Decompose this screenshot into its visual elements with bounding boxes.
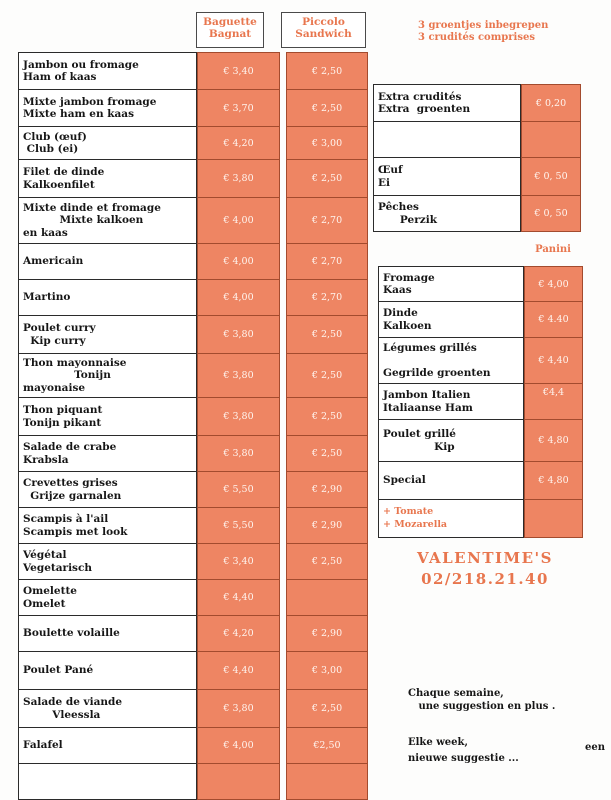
baguette-price: € 3,80 [197, 354, 280, 398]
extra-price: € 0, 50 [521, 158, 581, 196]
valentine-phone: 02/218.21.40 [421, 570, 549, 588]
baguette-price: € 5,50 [197, 472, 280, 508]
panini-name: Poulet grillé Kip [378, 420, 524, 462]
item-name: Americain [18, 244, 197, 280]
piccolo-price: € 2,90 [286, 472, 368, 508]
piccolo-price: € 2,70 [286, 198, 368, 244]
item-name: Poulet curry Kip curry [18, 316, 197, 354]
item-name [18, 764, 197, 800]
baguette-price: € 4,20 [197, 127, 280, 160]
extra-price: € 0,20 [521, 84, 581, 122]
baguette-price: € 3,80 [197, 398, 280, 436]
header-baguette: Baguette Bagnat [196, 12, 264, 48]
piccolo-price [286, 764, 368, 800]
baguette-price: € 4,20 [197, 616, 280, 652]
baguette-price: € 4,00 [197, 280, 280, 316]
included-note-nl: 3 groentjes inbegrepen [418, 20, 549, 31]
extra-name [373, 122, 521, 158]
baguette-price: € 3,80 [197, 690, 280, 728]
suggestion-nl: Elke week, [408, 737, 468, 748]
item-name: Poulet Pané [18, 652, 197, 690]
piccolo-price: € 2,50 [286, 52, 368, 90]
piccolo-price: € 2,50 [286, 316, 368, 354]
item-name: Martino [18, 280, 197, 316]
piccolo-price: € 2,50 [286, 690, 368, 728]
extra-price: € 0, 50 [521, 196, 581, 232]
piccolo-price: € 3,00 [286, 127, 368, 160]
baguette-price: € 3,40 [197, 544, 280, 580]
item-name: Omelette Omelet [18, 580, 197, 616]
piccolo-price: € 2,50 [286, 544, 368, 580]
piccolo-price: € 2,70 [286, 244, 368, 280]
item-name: Boulette volaille [18, 616, 197, 652]
panini-price: €4,4 [524, 384, 583, 420]
item-name: Végétal Vegetarisch [18, 544, 197, 580]
panini-header: Panini [535, 244, 571, 255]
baguette-price: € 4,00 [197, 728, 280, 764]
panini-name: Légumes grillés Gegrilde groenten [378, 338, 524, 384]
piccolo-price: € 2,50 [286, 398, 368, 436]
panini-price: € 4,80 [524, 420, 583, 462]
baguette-price: € 3,80 [197, 160, 280, 198]
item-name: Crevettes grises Grijze garnalen [18, 472, 197, 508]
piccolo-price: € 2,90 [286, 508, 368, 544]
included-note-fr: 3 crudités comprises [418, 32, 535, 43]
baguette-price: € 3,40 [197, 52, 280, 90]
suggestion-fr: Chaque semaine, une suggestion en plus . [408, 688, 556, 712]
panini-name: Dinde Kalkoen [378, 302, 524, 338]
piccolo-price: € 2,70 [286, 280, 368, 316]
piccolo-price: € 2,90 [286, 616, 368, 652]
baguette-price: € 4,40 [197, 580, 280, 616]
baguette-price: € 4,00 [197, 244, 280, 280]
item-name: Salade de viande Vleessla [18, 690, 197, 728]
panini-price: € 4,40 [524, 338, 583, 384]
item-name: Scampis à l'ail Scampis met look [18, 508, 197, 544]
item-name: Jambon ou fromage Ham of kaas [18, 52, 197, 90]
panini-name: Jambon Italien Italiaanse Ham [378, 384, 524, 420]
panini-price: € 4,80 [524, 462, 583, 500]
extra-name: Œuf Ei [373, 158, 521, 196]
baguette-price: € 3,80 [197, 436, 280, 472]
extra-name: Extra crudités Extra groenten [373, 84, 521, 122]
header-piccolo: Piccolo Sandwich [281, 12, 366, 48]
item-name: Club (œuf) Club (ei) [18, 127, 197, 160]
baguette-price: € 4,40 [197, 652, 280, 690]
piccolo-price: € 2,50 [286, 90, 368, 127]
extra-price [521, 122, 581, 158]
panini-price: € 4,00 [524, 266, 583, 302]
item-name: Salade de crabe Krabsla [18, 436, 197, 472]
piccolo-price: € 2,50 [286, 160, 368, 198]
baguette-price: € 3,70 [197, 90, 280, 127]
suggestion-nl-end: een [585, 742, 605, 753]
baguette-price [197, 764, 280, 800]
panini-name: Fromage Kaas [378, 266, 524, 302]
piccolo-price: € 2,50 [286, 436, 368, 472]
item-name: Mixte jambon fromage Mixte ham en kaas [18, 90, 197, 127]
item-name: Mixte dinde et fromage Mixte kalkoen en kaas [18, 198, 197, 244]
suggestion-nl-2: nieuwe suggestie ... [408, 753, 519, 764]
panini-price [524, 500, 583, 538]
item-name: Thon piquant Tonijn pikant [18, 398, 197, 436]
panini-extras: + Tomate + Mozarella [378, 500, 524, 538]
baguette-price: € 3,80 [197, 316, 280, 354]
item-name: Thon mayonnaise Tonijn mayonaise [18, 354, 197, 398]
item-name: Falafel [18, 728, 197, 764]
item-name: Filet de dinde Kalkoenfilet [18, 160, 197, 198]
piccolo-price: €2,50 [286, 728, 368, 764]
baguette-price: € 4,00 [197, 198, 280, 244]
extra-name: Pêches Perzik [373, 196, 521, 232]
piccolo-price: € 2,50 [286, 354, 368, 398]
piccolo-price [286, 580, 368, 616]
piccolo-price: € 3,00 [286, 652, 368, 690]
panini-name: Special [378, 462, 524, 500]
valentine-title: VALENTIME'S [417, 549, 553, 567]
panini-price: € 4.40 [524, 302, 583, 338]
baguette-price: € 5,50 [197, 508, 280, 544]
included-note [400, 20, 590, 44]
